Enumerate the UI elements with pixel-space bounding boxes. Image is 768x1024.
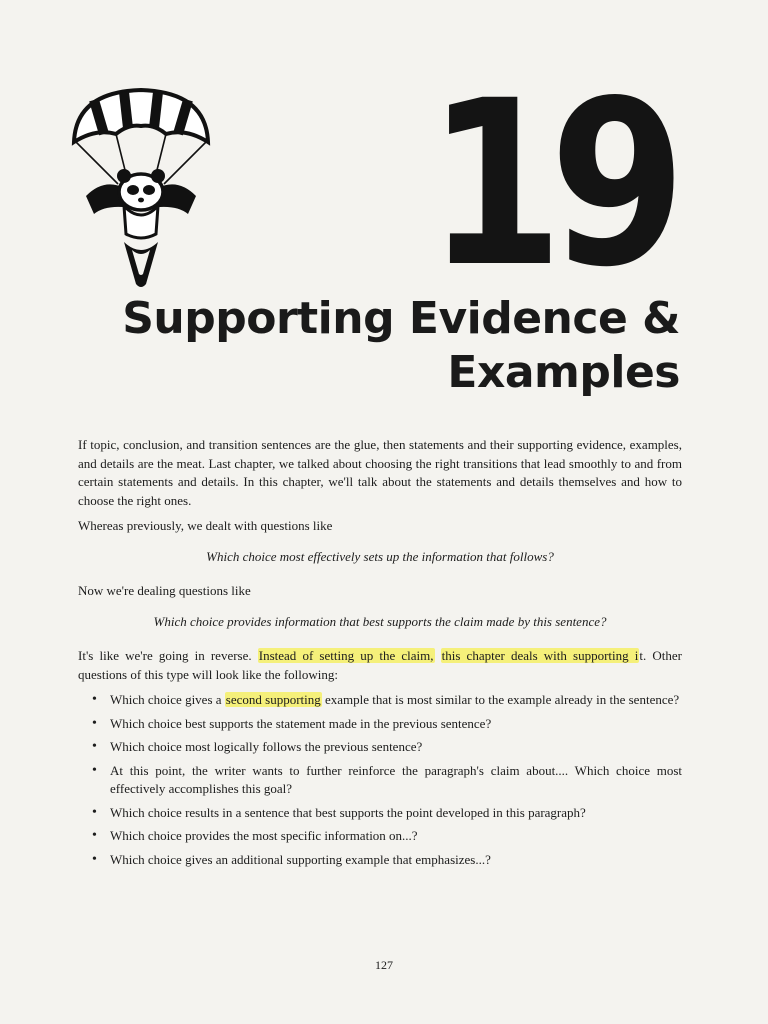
question-item: • Which choice results in a sentence that best supports the point developed in this paragraph? xyxy=(106,804,682,823)
question-item: • Which choice gives a second supporting example that is most similar to the example already in the sentence? xyxy=(106,691,682,710)
chapter-title-line-1: Supporting Evidence & xyxy=(122,293,680,344)
example-question-2: Which choice provides information that best supports the claim made by this sentence? xyxy=(153,613,607,629)
parachuting-panda-icon xyxy=(66,84,216,294)
question-item: • Which choice gives an additional supporting example that emphasizes...? xyxy=(106,851,682,870)
question-item: • Which choice most logically follows the previous sentence? xyxy=(106,738,682,757)
question-item: • Which choice provides the most specific information on...? xyxy=(106,827,682,846)
highlight-supporting: this chapter deals with supporting i xyxy=(441,648,639,663)
chapter-title xyxy=(122,292,680,400)
current-questions-paragraph: Now we're dealing questions like xyxy=(78,583,251,598)
highlight-setting-up-claim: Instead of setting up the claim, xyxy=(258,648,434,663)
example-question-1: Which choice most effectively sets up the information that follows? xyxy=(206,548,554,564)
question-list xyxy=(78,691,682,869)
page-number: 127 xyxy=(375,958,393,972)
intro-paragraph: If topic, conclusion, and transition sentences are the glue, then statements and their supporting evidence, examples, and details are the meat. Last chapter, we talked about choosing the right transitions that lead smoothly to and from certain statements and details. In this chapter, we'll talk about the statements and details themselves and how to choose the right ones. xyxy=(78,437,682,508)
highlight-second-supporting: second supporting xyxy=(225,692,321,707)
chapter-body xyxy=(78,436,682,874)
question-item: • Which choice best supports the statement made in the previous sentence? xyxy=(106,715,682,734)
question-item: • At this point, the writer wants to further reinforce the paragraph's claim about.... Which choice most effectively accomplishes this goal? xyxy=(106,762,682,799)
reverse-paragraph: It's like we're going in reverse. Instead of setting up the claim, this chapter deals with supporting it. Other questions of this type will look like the following: xyxy=(78,648,683,682)
chapter-number: 19 xyxy=(426,51,672,317)
previous-questions-paragraph: Whereas previously, we dealt with questions like xyxy=(78,518,333,533)
chapter-title-line-2: Examples xyxy=(447,347,680,398)
